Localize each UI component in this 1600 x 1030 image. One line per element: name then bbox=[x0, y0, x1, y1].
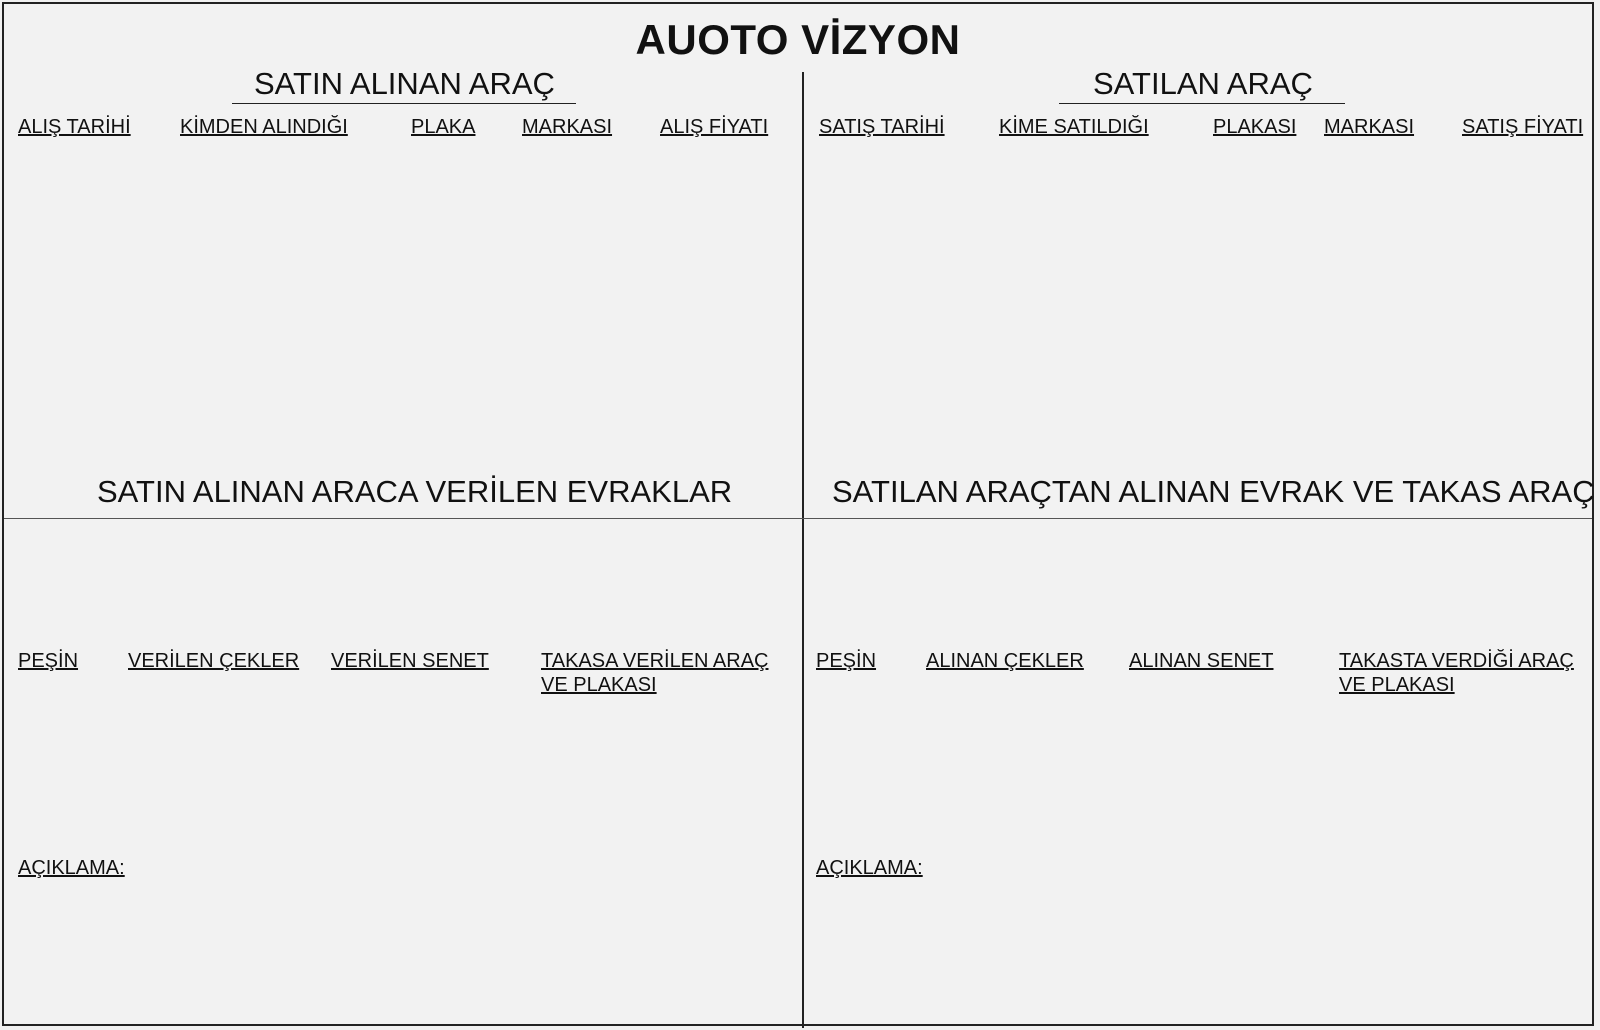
sold-note-label: AÇIKLAMA: bbox=[816, 857, 923, 879]
given-checks-label: VERİLEN ÇEKLER bbox=[128, 650, 300, 672]
purchased-note-label: AÇIKLAMA: bbox=[18, 857, 125, 879]
purchased-heading-rule bbox=[232, 103, 576, 104]
sold-plate-label: PLAKASI bbox=[1213, 116, 1297, 138]
sold-heading: SATILAN ARAÇ bbox=[1093, 66, 1313, 101]
purchase-price-label: ALIŞ FİYATI bbox=[660, 116, 769, 138]
sold-heading-rule bbox=[1059, 103, 1345, 104]
sold-to-label: KİME SATILDIĞI bbox=[999, 116, 1149, 138]
sale-date-label: SATIŞ TARİHİ bbox=[819, 116, 945, 138]
received-checks-label: ALINAN ÇEKLER bbox=[926, 650, 1084, 672]
trade-in-received-label: TAKASTA VERDİĞİ ARAÇ VE PLAKASI bbox=[1339, 650, 1574, 696]
sold-cash-label: PEŞİN bbox=[816, 650, 877, 672]
sale-price-label: SATIŞ FİYATI bbox=[1462, 116, 1584, 138]
purchased-from-label: KİMDEN ALINDIĞI bbox=[180, 116, 348, 138]
form-board bbox=[2, 2, 1594, 1026]
plate-label: PLAKA bbox=[411, 116, 476, 138]
brand-label: MARKASI bbox=[522, 116, 613, 138]
trade-in-given-label: TAKASA VERİLEN ARAÇ VE PLAKASI bbox=[541, 650, 769, 696]
sold-brand-label: MARKASI bbox=[1324, 116, 1415, 138]
given-note-label: VERİLEN SENET bbox=[331, 650, 489, 672]
purchased-docs-heading: SATIN ALINAN ARACA VERİLEN EVRAKLAR bbox=[97, 474, 733, 509]
cash-label: PEŞİN bbox=[18, 650, 79, 672]
horizontal-divider bbox=[4, 518, 1592, 519]
purchase-date-label: ALIŞ TARİHİ bbox=[18, 116, 131, 138]
purchased-heading: SATIN ALINAN ARAÇ bbox=[254, 66, 555, 101]
vertical-divider bbox=[802, 72, 804, 1028]
sold-docs-heading: SATILAN ARAÇTAN ALINAN EVRAK VE TAKAS ARAÇ bbox=[832, 474, 1595, 509]
received-note-label: ALINAN SENET bbox=[1129, 650, 1274, 672]
page-title: AUOTO VİZYON bbox=[635, 16, 961, 63]
